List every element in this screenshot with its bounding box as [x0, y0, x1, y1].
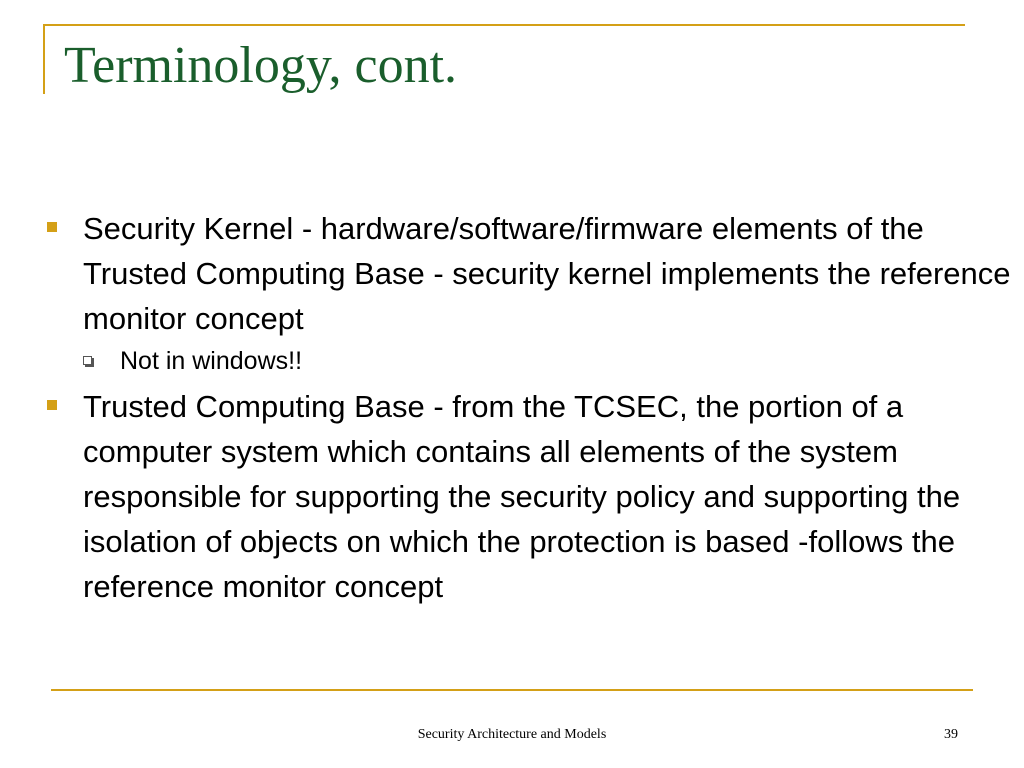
page-number: 39	[944, 727, 958, 742]
sub-bullet-text: Not in windows!!	[120, 347, 303, 375]
bullet-security-kernel	[46, 206, 1016, 341]
bullet-text: Security Kernel - hardware/software/firmware elements of the Trusted Computing Base - security kernel implements the reference monitor concept	[83, 211, 1011, 336]
hollow-square-bullet-icon	[83, 356, 92, 365]
square-bullet-icon	[47, 400, 57, 410]
footer-divider	[51, 689, 973, 691]
bullet-trusted-computing-base	[46, 384, 1016, 609]
bullet-text: Trusted Computing Base - from the TCSEC, the portion of a computer system which contains all elements of the system responsible for supporting the security policy and supporting the isolation of objects on which the protection is based -follows the reference monitor concept	[83, 389, 961, 604]
slide-title: Terminology, cont.	[64, 37, 458, 94]
sub-bullet-not-in-windows	[46, 342, 1016, 380]
square-bullet-icon	[47, 222, 57, 232]
top-frame-line	[43, 24, 965, 26]
slide-body	[46, 206, 1016, 609]
left-frame-line	[43, 24, 45, 94]
footer-title: Security Architecture and Models	[417, 727, 607, 742]
